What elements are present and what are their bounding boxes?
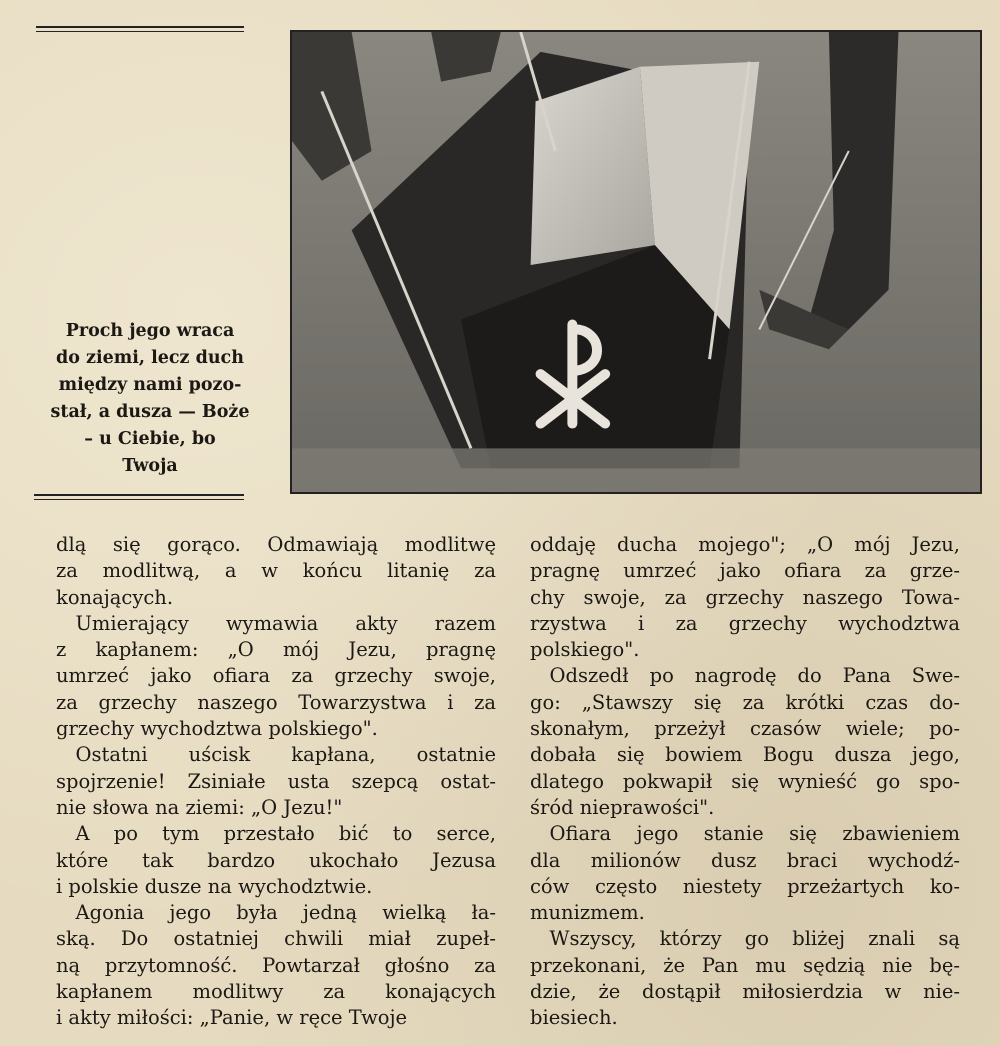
article-line: i polskie dusze na wychodztwie.	[56, 874, 373, 898]
article-line: ną przytomność. Powtarzał głośno za	[56, 953, 496, 977]
article-line: Wszyscy, którzy go bliżej znali są	[530, 927, 960, 951]
article-line: biesiech.	[530, 1006, 618, 1030]
article-line: oddaję ducha mojego"; „O mój Jezu,	[530, 533, 960, 556]
article-line: grzechy wychodztwa polskiego".	[56, 717, 378, 741]
article-line: dla milionów dusz braci wychodź-	[530, 848, 960, 872]
article-left-column	[56, 532, 496, 1032]
article-line: Umierający wymawia akty razem	[56, 611, 496, 635]
article-line: za grzechy naszego Towarzystwa i za	[56, 690, 496, 714]
burial-photo-illustration	[292, 32, 980, 492]
article-line: dobała się bowiem Bogu dusza jego,	[530, 743, 960, 767]
article-line: z kapłanem: „O mój Jezu, pragnę	[56, 638, 496, 662]
article-line: kapłanem modlitwy za konających	[56, 980, 496, 1004]
article-line: skonałym, przeżył czasów wiele; po-	[530, 717, 960, 741]
article-line: rzystwa i za grzechy wychodztwa	[530, 611, 960, 635]
article-line: dzie, że dostąpił miłosierdzia w nie-	[530, 980, 960, 1004]
article-line: go: „Stawszy się za krótki czas do-	[530, 690, 960, 714]
article-line: nie słowa na ziemi: „O Jezu!"	[56, 795, 343, 819]
article-line: spojrzenie! Zsiniałe usta szepcą ostat-	[56, 769, 496, 793]
article-line: które tak bardzo ukochało Jezusa	[56, 848, 496, 872]
article-line: Agonia jego była jedną wielką ła-	[56, 901, 496, 925]
article-line: za modlitwą, a w końcu litanię za	[56, 559, 496, 583]
article-line: dlatego pokwapił się wynieść go spo-	[530, 769, 960, 793]
caption-line: Twoja	[122, 456, 178, 476]
burial-photo	[290, 30, 982, 494]
article-line: śród nieprawości".	[530, 795, 715, 819]
article-right-column	[530, 532, 960, 1032]
caption-line: między nami pozo-	[58, 375, 242, 395]
caption-line: Proch jego wraca	[65, 321, 235, 341]
article-line: ców często niestety przeżartych ko-	[530, 874, 960, 898]
article-line: chy swoje, za grzechy naszego Towa-	[530, 585, 960, 609]
article-line: przekonani, że Pan mu sędzią nie bę-	[530, 953, 960, 977]
caption-line: do ziemi, lecz duch	[56, 348, 244, 368]
article-line: Ostatni uścisk kapłana, ostatnie	[56, 743, 496, 767]
article-line: pragnę umrzeć jako ofiara za grze-	[530, 559, 960, 583]
caption-top-rule	[36, 26, 244, 32]
article-line: ską. Do ostatniej chwili miał zupeł-	[56, 927, 496, 951]
bleed-through-text	[30, 30, 280, 310]
article-line: A po tym przestało bić to serce,	[56, 822, 496, 846]
article-line: Odszedł po nagrodę do Pana Swe-	[530, 664, 960, 688]
article-line: munizmem.	[530, 901, 645, 925]
caption-line: stał, a dusza — Boże	[50, 402, 250, 422]
article-line: Ofiara jego stanie się zbawieniem	[530, 822, 960, 846]
article-line: dlą się gorąco. Odmawiają modlitwę	[56, 533, 496, 556]
article-line: umrzeć jako ofiara za grzechy swoje,	[56, 664, 496, 688]
caption-line: – u Ciebie, bo	[84, 429, 216, 449]
article-line: konających.	[56, 585, 174, 609]
caption-bottom-rule	[34, 494, 244, 500]
photo-caption	[30, 318, 270, 480]
article-line: polskiego".	[530, 638, 640, 662]
article-line: i akty miłości: „Panie, w ręce Twoje	[56, 1006, 408, 1030]
